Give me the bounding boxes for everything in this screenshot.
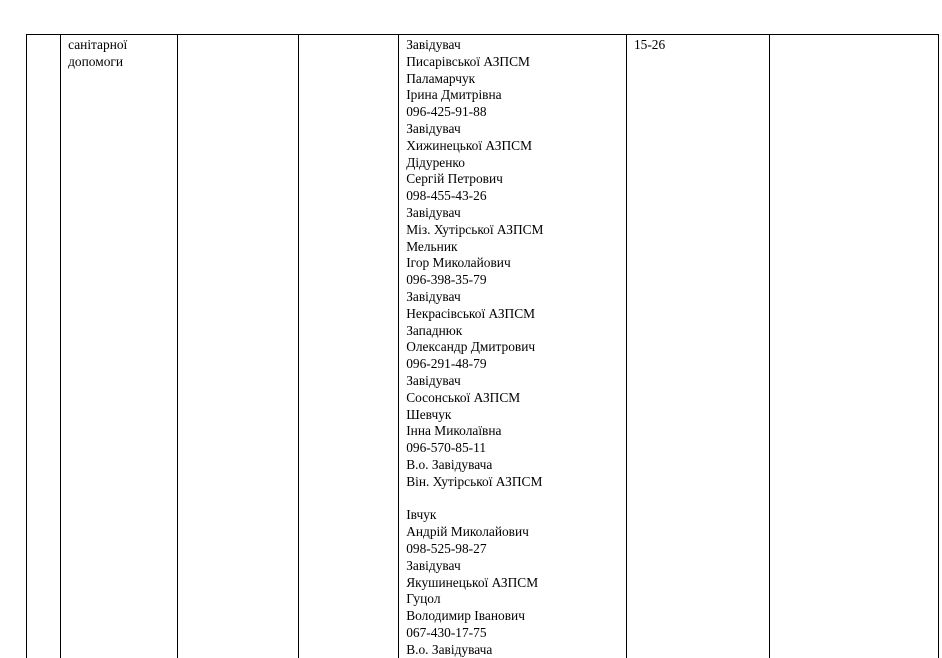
person-info-line: Мiз. Хутірської АЗПСМ — [406, 221, 544, 237]
person-info-line: Завідувач — [406, 372, 461, 388]
person-info-line: Івчук — [406, 507, 437, 523]
person-info-line: Ірина Дмитрівна — [406, 87, 502, 103]
person-info-line — [406, 491, 626, 508]
cell-service-name — [61, 35, 178, 658]
responsible-persons-list — [399, 35, 626, 658]
person-info-line: Мельник — [406, 238, 458, 254]
person-info-line: Завідувач — [406, 557, 461, 573]
person-info-line: Шевчук — [406, 406, 452, 422]
cell-empty-3 — [178, 35, 298, 658]
person-info-line: Завідувач — [406, 37, 461, 52]
person-info-line: Некрасівської АЗПСМ — [406, 305, 536, 321]
service-name-line: санітарної — [68, 37, 128, 52]
service-name-line: допомоги — [68, 53, 124, 69]
person-info-line: Він. Хутірської АЗПСМ — [406, 473, 543, 489]
person-info-line: Западнюк — [406, 322, 463, 338]
person-info-line: Володимир Іванович — [406, 608, 525, 624]
person-info-line: 096-398-35-79 — [406, 272, 487, 288]
person-info-line: 067-430-17-75 — [406, 624, 487, 640]
cell-time — [626, 35, 769, 658]
person-info-line: 096-570-85-11 — [406, 440, 487, 456]
person-info-line: Завідувач — [406, 288, 461, 304]
person-info-line: Дідуренко — [406, 154, 465, 170]
person-info-line: Завідувач — [406, 204, 461, 220]
person-info-line: 098-525-98-27 — [406, 540, 487, 556]
person-info-line: Гуцол — [406, 591, 441, 607]
person-info-line: Олександр Дмитрович — [406, 339, 536, 355]
person-info-line: В.о. Завідувача — [406, 641, 493, 657]
person-info-line: Завідувач — [406, 120, 461, 136]
person-info-line: В.о. Завідувача — [406, 456, 493, 472]
person-info-line: Писарівської АЗПСМ — [406, 53, 530, 69]
person-info-line: Сосонської АЗПСМ — [406, 389, 521, 405]
person-info-line: Паламарчук — [406, 70, 476, 86]
time-value: 15-26 — [633, 37, 666, 52]
person-info-line: Ігор Миколайович — [406, 255, 511, 271]
table-row — [27, 35, 939, 658]
person-info-line: 098-455-43-26 — [406, 188, 487, 204]
cell-number — [27, 35, 61, 658]
cell-notes — [770, 35, 939, 658]
person-info-line: 096-425-91-88 — [406, 104, 487, 120]
person-info-line: Якушинецької АЗПСМ — [406, 574, 539, 590]
document-table — [26, 34, 939, 658]
cell-responsible-persons — [399, 35, 627, 658]
person-info-line: Сергій Петрович — [406, 171, 503, 187]
cell-empty-4 — [298, 35, 398, 658]
person-info-line: Інна Миколаївна — [406, 423, 502, 439]
service-name-text — [61, 35, 177, 71]
person-info-line: 096-291-48-79 — [406, 356, 487, 372]
person-info-line: Хижинецької АЗПСМ — [406, 137, 532, 153]
person-info-line: Андрій Миколайович — [406, 524, 529, 540]
